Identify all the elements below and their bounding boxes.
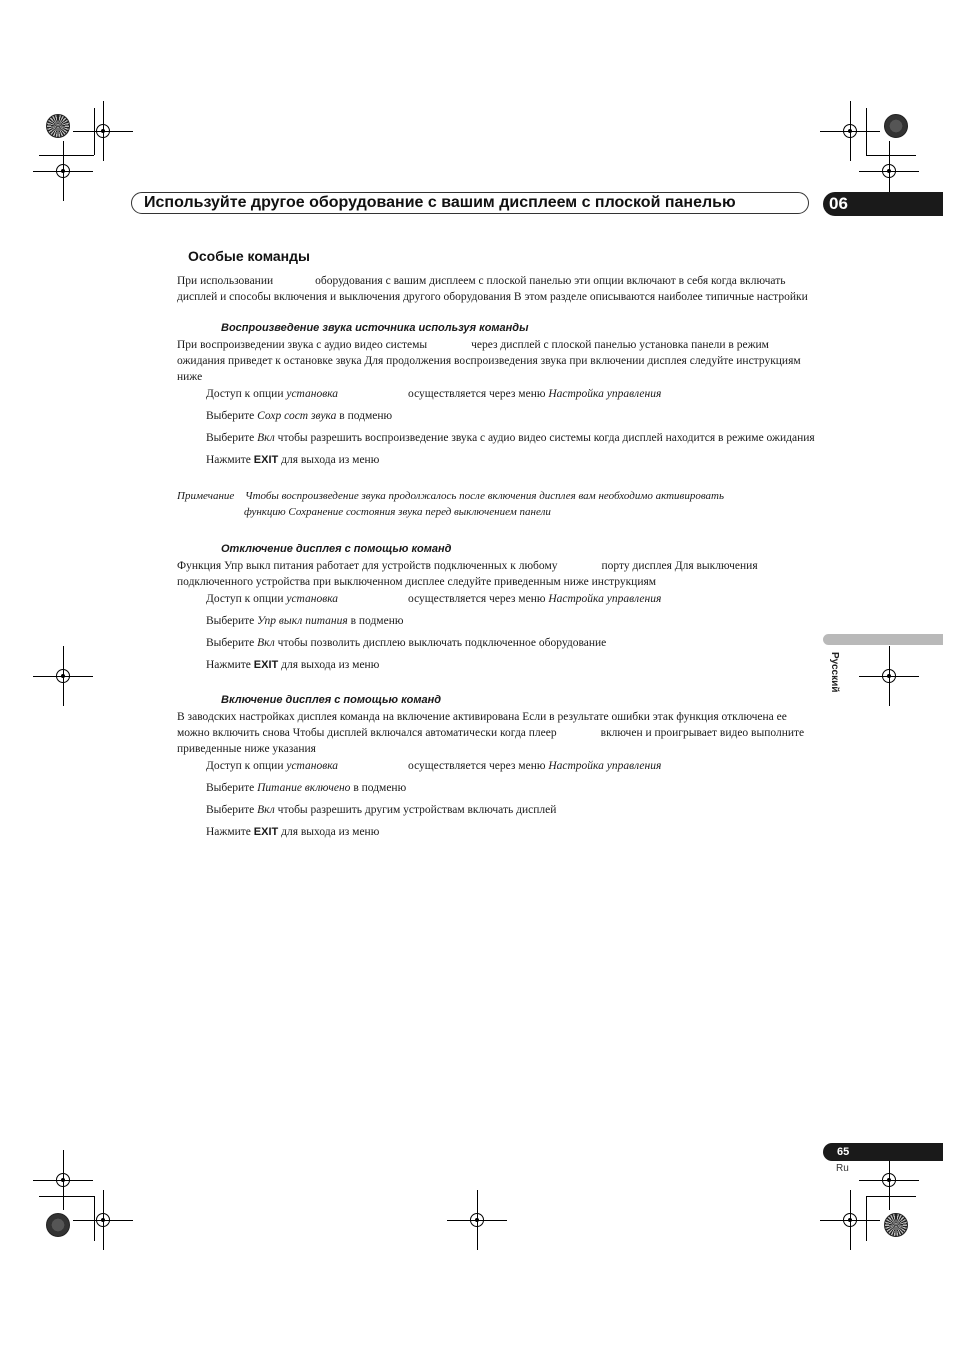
page-number: 65 bbox=[823, 1143, 943, 1161]
language-label: Русский bbox=[829, 652, 840, 693]
page-language-code: Ru bbox=[836, 1163, 849, 1174]
chapter-title: Используйте другое оборудование с вашим дисплеем с плоской панелью bbox=[131, 192, 809, 214]
subsection-paragraph: Функция Упр выкл питания работает для устройств подключенных к любому порту дисплея Для выключения подключенного устройства при выключенном дисплее следуйте приведенным ниже инструкциям bbox=[177, 560, 758, 588]
subsection-title: Отключение дисплея с помощью команд bbox=[221, 543, 452, 555]
chapter-number-tab: 06 bbox=[823, 192, 943, 216]
step-item: Нажмите EXIT для выхода из меню bbox=[206, 826, 380, 838]
note: Примечание Чтобы воспроизведение звука продолжалось после включения дисплея вам необходимо активировать функцию Сохранение состояния звука перед выключением панели bbox=[177, 490, 724, 518]
step-item: Выберите Вкл чтобы позволить дисплею выключать подключенное оборудование bbox=[206, 637, 607, 649]
subsection-paragraph: При воспроизведении звука с аудио видео системы через дисплей с плоской панелью установка панели в режим ожидания приведет к остановке звука Для продолжения воспроизведения звука при включении дисплея следуйте инструкциям ниже bbox=[177, 339, 801, 383]
step-item: Доступ к опции установка осуществляется через меню Настройка управления bbox=[206, 760, 662, 772]
subsection-title: Воспроизведение звука источника используя команды bbox=[221, 322, 529, 334]
registration-wheel-icon bbox=[884, 1213, 908, 1237]
step-item: Выберите Вкл чтобы разрешить воспроизведение звука с аудио видео системы когда дисплей находится в режиме ожидания bbox=[206, 432, 815, 444]
subsection-title: Включение дисплея с помощью команд bbox=[221, 694, 442, 706]
step-item: Выберите Питание включено в подменю bbox=[206, 782, 407, 794]
registration-wheel-icon bbox=[46, 1213, 70, 1237]
subsection-paragraph: В заводских настройках дисплея команда на включение активирована Если в результате ошибки этак функция отключена ее можно включить снова Чтобы дисплей включался автоматически когда плеер включен и проигрывает видео выполните приведенные ниже указания bbox=[177, 711, 805, 755]
section-intro: При использовании оборудования с вашим дисплеем с плоской панелью эти опции включают в себя когда включать дисплей и способы включения и выключения другого оборудования В этом разделе описываются наиболее типичные настройки bbox=[177, 275, 808, 303]
step-item: Выберите Упр выкл питания в подменю bbox=[206, 615, 404, 627]
registration-wheel-icon bbox=[46, 114, 70, 138]
step-item: Выберите Сохр сост звука в подменю bbox=[206, 410, 393, 422]
step-item: Доступ к опции установка осуществляется через меню Настройка управления bbox=[206, 388, 662, 400]
registration-wheel-icon bbox=[884, 114, 908, 138]
step-item: Доступ к опции установка осуществляется через меню Настройка управления bbox=[206, 593, 662, 605]
step-item: Нажмите EXIT для выхода из меню bbox=[206, 659, 380, 671]
main-content bbox=[177, 248, 817, 846]
section-title: Особые команды bbox=[188, 248, 310, 264]
step-item: Нажмите EXIT для выхода из меню bbox=[206, 454, 380, 466]
note-label: Примечание bbox=[177, 490, 235, 502]
language-tab-bar bbox=[823, 634, 943, 645]
step-item: Выберите Вкл чтобы разрешить другим устройствам включать дисплей bbox=[206, 804, 557, 816]
